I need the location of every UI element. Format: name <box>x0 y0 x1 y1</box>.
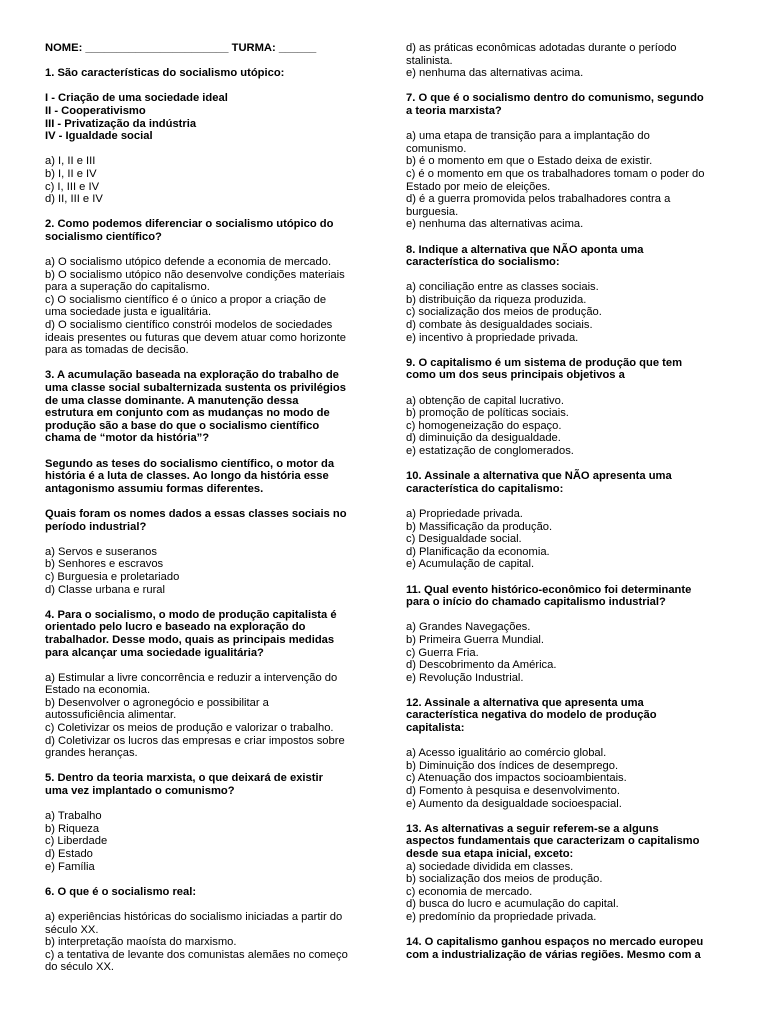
answer-option: e) Acumulação de capital. <box>406 558 535 571</box>
answer-option: b) I, II e IV <box>45 167 97 180</box>
question-11-title-line: 11. Qual evento histórico-econômico foi determinante <box>406 583 692 596</box>
question-3-question-line: Quais foram os nomes dados a essas classes sociais no <box>45 507 347 520</box>
answer-option: b) socialização dos meios de produção. <box>406 873 603 886</box>
question-1 <box>45 67 365 206</box>
answer-option: c) Desigualdade social. <box>406 533 522 546</box>
statement-item: IV - Igualdade social <box>45 130 153 143</box>
answer-option: b) Senhores e escravos <box>45 558 164 571</box>
question-9 <box>406 357 726 458</box>
answer-line: do século XX. <box>45 961 115 974</box>
question-10-title-line: característica do capitalismo: <box>406 482 564 495</box>
statement-item: I - Criação de uma sociedade ideal <box>45 92 228 105</box>
answer-option: d) Estado <box>45 848 93 860</box>
question-3-paragraph <box>45 458 365 496</box>
question-7-options <box>406 130 726 231</box>
answer-option: c) homogeneização do espaço. <box>406 419 562 432</box>
answer-option: b) Diminuição dos índices de desemprego. <box>406 759 619 772</box>
answer-line: d) as práticas econômicas adotadas durante o período <box>406 42 677 54</box>
answer-line: autossuficiência alimentar. <box>45 709 177 722</box>
answer-line: e) nenhuma das alternativas acima. <box>406 67 584 80</box>
question-12-options <box>406 747 726 810</box>
answer-option: c) Burguesia e proletariado <box>45 570 180 583</box>
question-10-title-line: 10. Assinale a alternativa que NÃO apresenta uma <box>406 470 672 483</box>
question-2-title-line: socialismo científico? <box>45 230 162 243</box>
answer-line: stalinista. <box>406 54 453 67</box>
answer-option: d) Fomento à pesquisa e desenvolvimento. <box>406 785 620 798</box>
answer-option: a) conciliação entre as classes sociais. <box>406 281 599 294</box>
question-4-title-line: para alcançar uma sociedade igualitária? <box>45 646 264 659</box>
question-13-title-line: desde sua etapa inicial, exceto: <box>406 848 574 860</box>
answer-line: burguesia. <box>406 205 459 218</box>
question-3-paragraph-line: Segundo as teses do socialismo científico, o motor da <box>45 457 335 470</box>
question-3-intro-line: chama de “motor da história”? <box>45 432 210 445</box>
answer-option: d) Descobrimento da América. <box>406 659 557 672</box>
answer-option: c) Liberdade <box>45 835 108 848</box>
answer-option: e) predomínio da propriedade privada. <box>406 910 597 923</box>
question-13-title-line: 13. As alternativas a seguir referem-se a alguns <box>406 822 659 835</box>
answer-line: grandes heranças. <box>45 747 138 760</box>
question-5-title-line: uma vez implantado o comunismo? <box>45 785 235 798</box>
question-10 <box>406 470 726 571</box>
question-4-options <box>45 672 365 760</box>
question-4-title-line: 4. Para o socialismo, o modo de produção capitalista é <box>45 608 337 621</box>
answer-line: a) uma etapa de transição para a implantação do <box>406 130 650 143</box>
question-3-intro-line: uma classe social subalternizada sustenta os privilégios <box>45 382 346 395</box>
question-1-options <box>45 155 365 205</box>
question-5-options <box>45 810 365 873</box>
answer-option: a) Trabalho <box>45 810 102 823</box>
answer-option: d) Classe urbana e rural <box>45 583 166 596</box>
answer-line: e) nenhuma das alternativas acima. <box>406 218 584 231</box>
question-7-title-line: a teoria marxista? <box>406 104 502 117</box>
question-8 <box>406 244 726 345</box>
answer-line: b) Desenvolver o agronegócio e possibilitar a <box>45 696 269 709</box>
answer-option: d) II, III e IV <box>45 193 103 206</box>
answer-option: b) distribuição da riqueza produzida. <box>406 293 587 306</box>
statement-item: III - Privatização da indústria <box>45 117 197 130</box>
answer-line: b) interpretação maoísta do marxismo. <box>45 936 237 949</box>
question-14-title-line: com a industrialização de várias regiões. Mesmo com a <box>406 948 701 961</box>
answer-option: c) Guerra Fria. <box>406 646 479 659</box>
answer-line: para a superação do capitalismo. <box>45 281 210 294</box>
answer-line: b) O socialismo utópico não desenvolve condições materiais <box>45 268 345 281</box>
answer-line: Estado na economia. <box>45 684 151 697</box>
question-4 <box>45 609 365 760</box>
answer-line: d) é a guerra promovida pelos trabalhadores contra a <box>406 193 671 206</box>
left-column <box>45 42 365 974</box>
answer-option: b) Massificação da produção. <box>406 520 553 533</box>
answer-option: a) sociedade dividida em classes. <box>406 860 574 873</box>
answer-line: d) O socialismo científico constrói modelos de sociedades <box>45 319 333 332</box>
question-6-continued <box>406 42 726 80</box>
question-3-intro-line: 3. A acumulação baseada na exploração do trabalho de <box>45 369 339 382</box>
header-name-class-line: NOME: _______________________ TURMA: ______ <box>45 42 317 54</box>
answer-option: a) Acesso igualitário ao comércio global. <box>406 747 607 760</box>
answer-line: a) Estimular a livre concorrência e reduzir a intervenção do <box>45 671 338 684</box>
question-8-options <box>406 281 726 344</box>
answer-option: a) obtenção de capital lucrativo. <box>406 394 564 407</box>
right-column <box>406 42 726 961</box>
answer-line: c) a tentativa de levante dos comunistas alemães no começo <box>45 948 348 961</box>
question-3-paragraph-line: história é a luta de classes. Ao longo da história esse <box>45 470 329 483</box>
answer-line: uma sociedade justa e igualitária. <box>45 306 212 319</box>
question-1-items <box>45 92 365 142</box>
answer-option: d) diminuição da desigualdade. <box>406 432 561 445</box>
question-2-title-line: 2. Como podemos diferenciar o socialismo utópico do <box>45 218 334 231</box>
answer-option: e) estatização de conglomerados. <box>406 445 574 457</box>
question-2 <box>45 218 365 357</box>
answer-option: b) promoção de políticas sociais. <box>406 407 569 420</box>
answer-option: a) Grandes Navegações. <box>406 621 531 634</box>
question-11-options <box>406 621 726 684</box>
answer-line: comunismo. <box>406 142 467 155</box>
question-7 <box>406 92 726 231</box>
answer-option: e) incentivo à propriedade privada. <box>406 331 579 344</box>
question-8-title-line: característica do socialismo: <box>406 256 560 269</box>
answer-option: e) Revolução Industrial. <box>406 671 524 684</box>
answer-line: a) O socialismo utópico defende a economia de mercado. <box>45 256 332 269</box>
question-4-title-line: trabalhador. Desse modo, quais as principais medidas <box>45 633 335 646</box>
answer-option: a) I, II e III <box>45 155 96 168</box>
answer-option: d) combate às desigualdades sociais. <box>406 319 593 332</box>
answer-line: Estado por meio de eleições. <box>406 180 551 193</box>
question-6 <box>45 886 365 974</box>
answer-line: c) Coletivizar os meios de produção e valorizar o trabalho. <box>45 722 334 735</box>
answer-option: c) Atenuação dos impactos socioambientais. <box>406 772 627 785</box>
question-14-title-line: 14. O capitalismo ganhou espaços no mercado europeu <box>406 936 704 949</box>
statement-item: II - Cooperativismo <box>45 104 146 117</box>
answer-line: b) é o momento em que o Estado deixa de existir. <box>406 155 653 168</box>
question-12 <box>406 697 726 810</box>
question-9-options <box>406 395 726 458</box>
question-8-title-line: 8. Indique a alternativa que NÃO aponta uma <box>406 243 644 256</box>
answer-line: ideais presentes ou futuras que devem atuar como horizonte <box>45 331 346 344</box>
question-11-title-line: para o início do chamado capitalismo industrial? <box>406 596 666 609</box>
answer-option: d) Planificação da economia. <box>406 545 550 558</box>
answer-option: a) Servos e suseranos <box>45 545 157 558</box>
answer-line: c) é o momento em que os trabalhadores tomam o poder do <box>406 167 705 180</box>
question-12-title-line: capitalista: <box>406 722 465 735</box>
answer-option: e) Família <box>45 860 95 873</box>
answer-option: d) busca do lucro e acumulação do capital. <box>406 898 619 911</box>
question-5-title-line: 5. Dentro da teoria marxista, o que deixará de existir <box>45 772 323 785</box>
question-4-title-line: orientado pelo lucro e baseado na exploração do <box>45 621 306 634</box>
question-3 <box>45 369 365 596</box>
question-7-title-line: 7. O que é o socialismo dentro do comunismo, segundo <box>406 92 704 105</box>
answer-option: c) economia de mercado. <box>406 885 533 898</box>
question-13 <box>406 823 726 924</box>
question-9-title-line: como um dos seus principais objetivos a <box>406 369 625 382</box>
question-3-paragraph-line: antagonismo assumiu formas diferentes. <box>45 482 264 495</box>
question-3-question-line: período industrial? <box>45 520 147 533</box>
question-2-options <box>45 256 365 357</box>
answer-option: e) Aumento da desigualdade socioespacial. <box>406 797 622 810</box>
answer-line: a) experiências históricas do socialismo iniciadas a partir do <box>45 910 343 923</box>
answer-option: c) socialização dos meios de produção. <box>406 306 602 319</box>
question-11 <box>406 584 726 685</box>
answer-option: b) Riqueza <box>45 822 100 835</box>
question-5 <box>45 772 365 873</box>
question-1-title: 1. São características do socialismo utópico: <box>45 67 285 80</box>
question-3-options <box>45 546 365 596</box>
answer-line: d) Coletivizar os lucros das empresas e criar impostos sobre <box>45 734 345 747</box>
question-10-options <box>406 508 726 571</box>
answer-line: século XX. <box>45 923 99 936</box>
question-13-title-line: aspectos fundamentais que caracterizam o capitalismo <box>406 835 700 848</box>
question-9-title-line: 9. O capitalismo é um sistema de produção que tem <box>406 356 683 369</box>
question-12-title-line: 12. Assinale a alternativa que apresenta uma <box>406 696 644 709</box>
answer-option: b) Primeira Guerra Mundial. <box>406 633 545 646</box>
question-3-intro-line: de uma classe dominante. A manutenção dessa <box>45 394 299 407</box>
question-6-options <box>45 911 365 974</box>
answer-option: a) Propriedade privada. <box>406 507 523 520</box>
question-12-title-line: característica negativa do modelo de produção <box>406 709 657 722</box>
answer-line: para as tomadas de decisão. <box>45 344 189 357</box>
question-3-question <box>45 508 365 533</box>
question-14 <box>406 936 726 961</box>
question-6-title: 6. O que é o socialismo real: <box>45 885 197 898</box>
question-3-intro-line: estrutura em conjunto com as mudanças no modo de <box>45 407 330 420</box>
answer-option: c) I, III e IV <box>45 180 100 193</box>
answer-line: c) O socialismo científico é o único a propor a criação de <box>45 293 327 306</box>
question-3-intro-line: produção são a base do que o socialismo científico <box>45 419 320 432</box>
